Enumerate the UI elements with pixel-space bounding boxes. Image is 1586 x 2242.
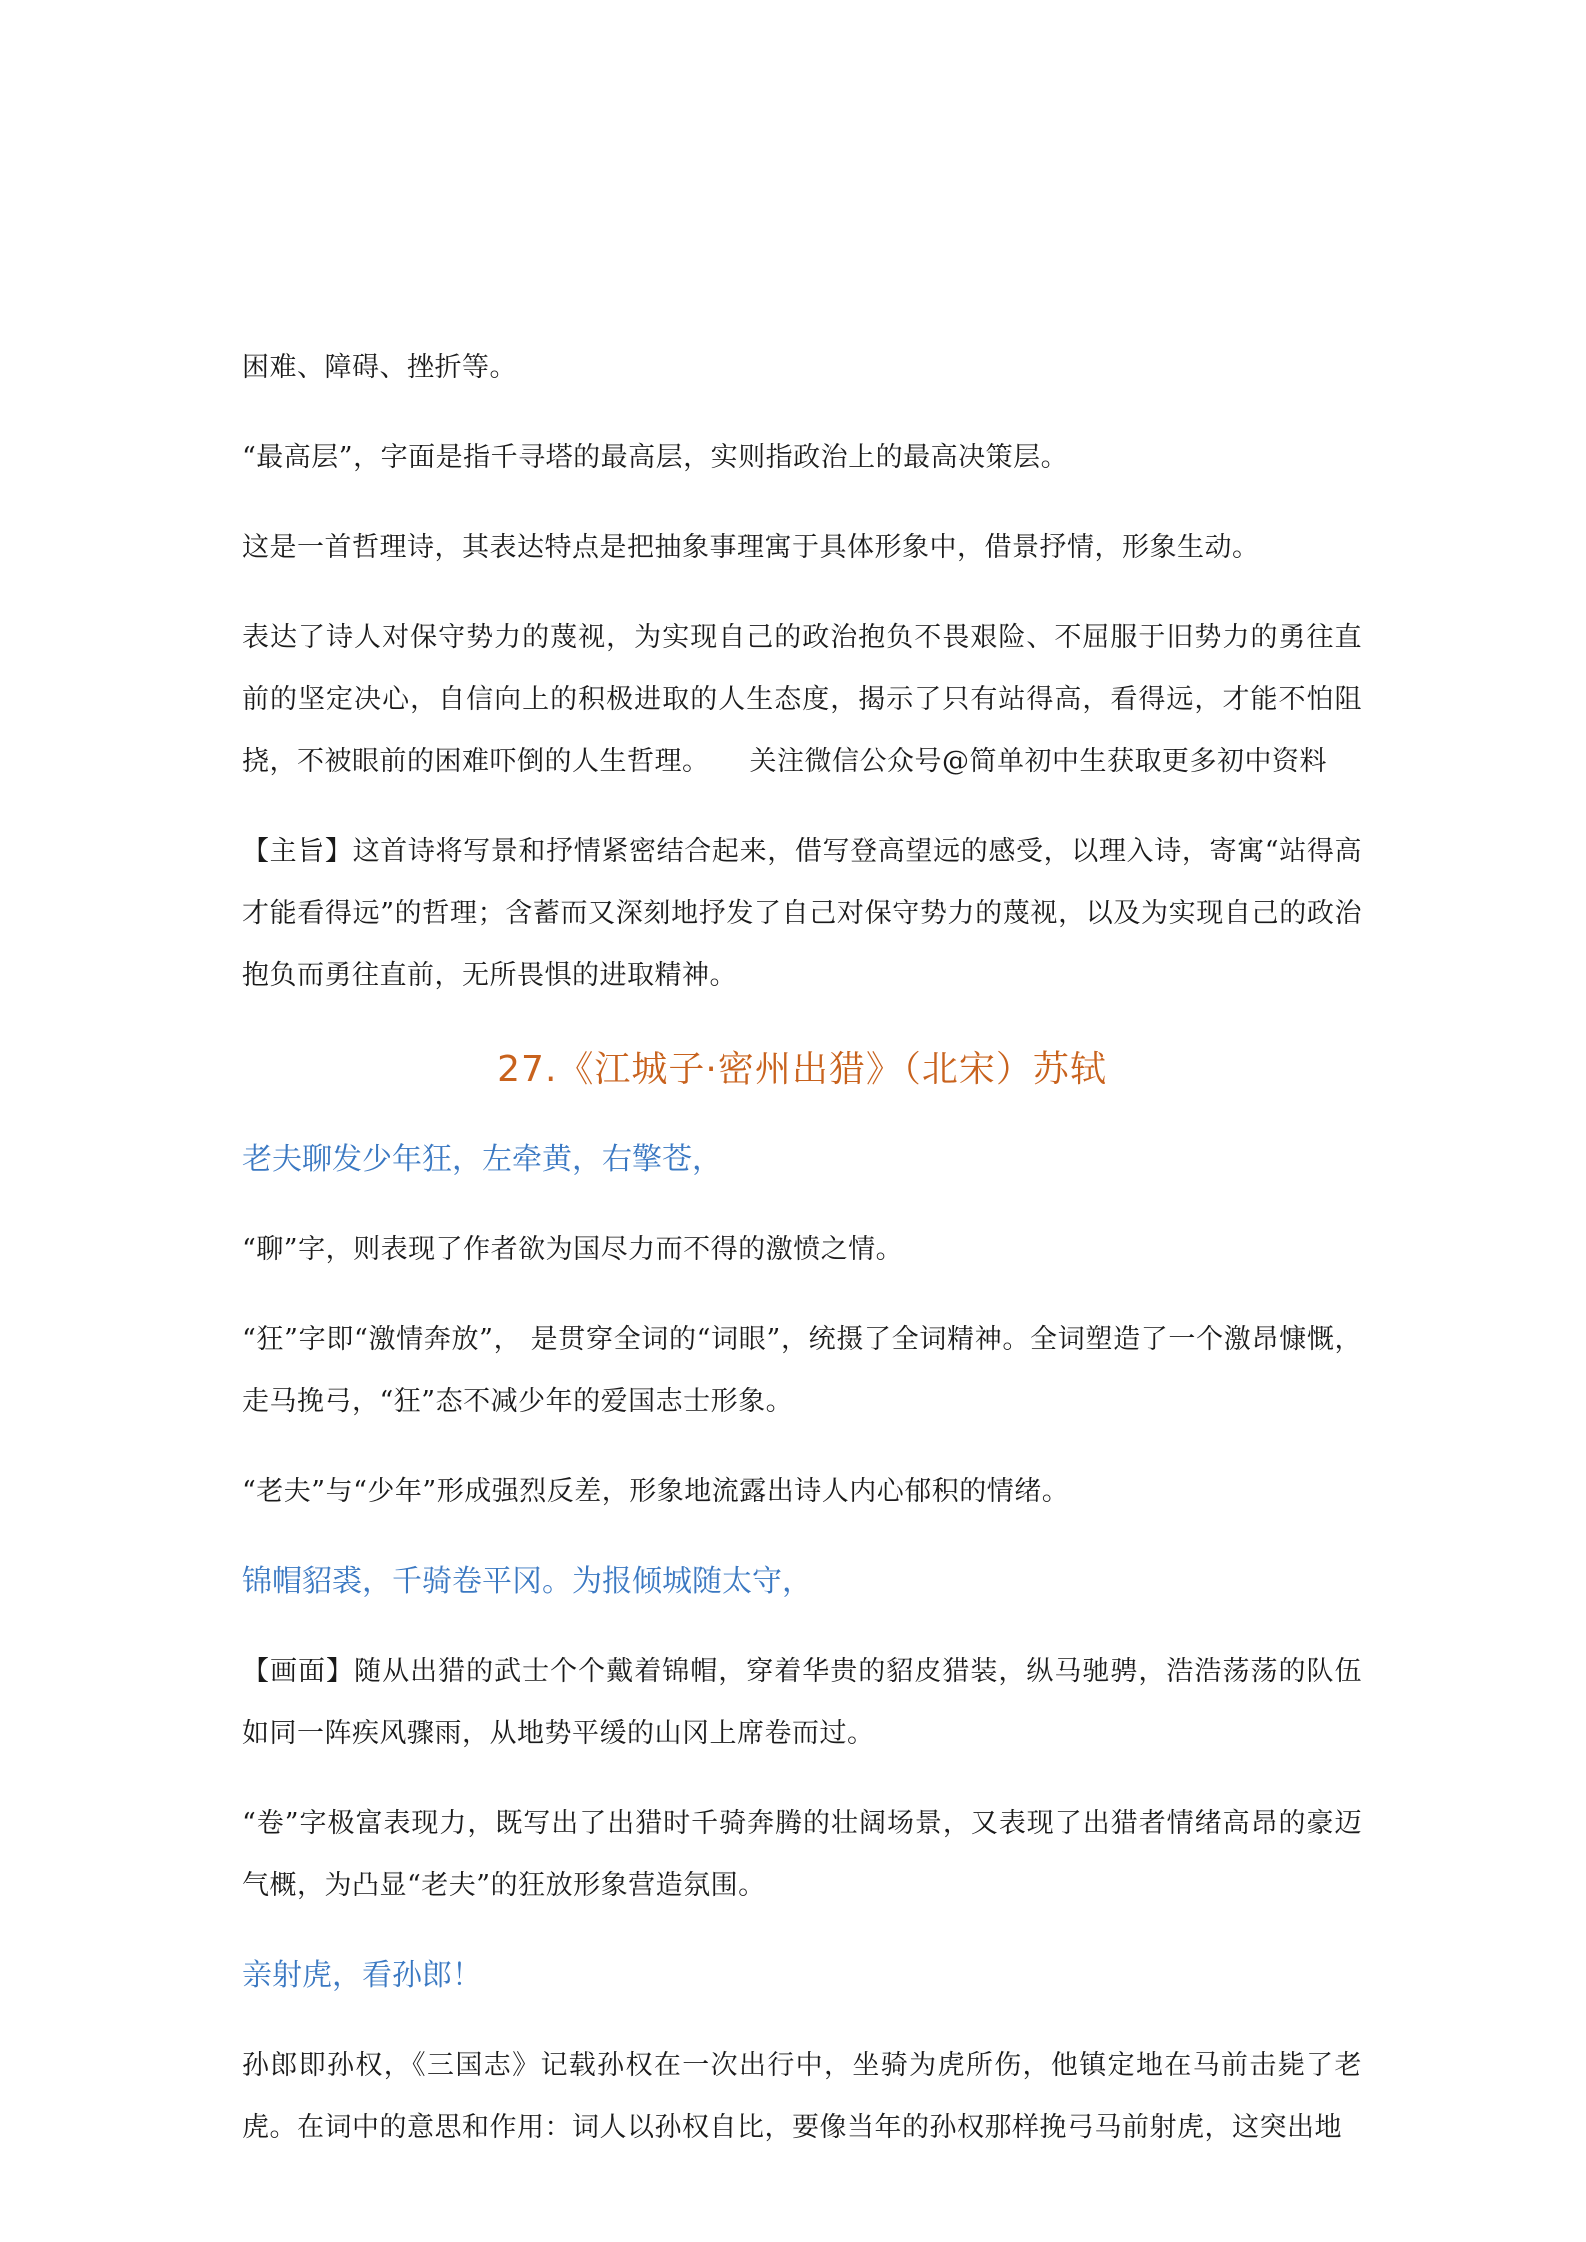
section-title: 27.《江城子·密州出猎》（北宋）苏轼 [497,1049,1107,1090]
paragraph: “狂”字即“激情奔放”， 是贯穿全词的“词眼”，统摄了全词精神。全词塑造了一个激昂慷慨，走马挽弓，“狂”态不减少年的爱国志士形象。 [242,1324,1362,1417]
verse-line: 老夫聊发少年狂，左牵黄，右擎苍， [242,1142,722,1177]
scene-paragraph [242,1641,1362,1765]
paragraph: 这是一首哲理诗，其表达特点是把抽象事理寓于具体形象中，借景抒情，形象生动。 [242,532,1260,563]
theme-text: 这首诗将写景和抒情紧密结合起来，借写登高望远的感受，以理入诗，寄寓“站得高才能看得远”的哲理；含蓄而又深刻地抒发了自己对保守势力的蔑视，以及为实现自己的政治抱负而勇往直前，无所畏惧的进取精神。 [242,836,1362,991]
paragraph: “老夫”与“少年”形成强烈反差，形象地流露出诗人内心郁积的情绪。 [242,1476,1070,1507]
paragraph: “聊”字，则表现了作者欲为国尽力而不得的激愤之情。 [242,1234,904,1265]
theme-tag: 【主旨】 [242,836,353,867]
theme-paragraph [242,821,1362,1007]
scene-text: 随从出猎的武士个个戴着锦帽，穿着华贵的貂皮猎装，纵马驰骋，浩浩荡荡的队伍如同一阵疾风骤雨，从地势平缓的山冈上席卷而过。 [242,1656,1363,1749]
paragraph: “最高层”，字面是指千寻塔的最高层，实则指政治上的最高决策层。 [242,442,1069,473]
paragraph: 孙郎即孙权，《三国志》记载孙权在一次出行中，坐骑为虎所伤，他镇定地在马前击毙了老虎。在词中的意思和作用：词人以孙权自比，要像当年的孙权那样挽弓马前射虎，这突出地 [242,2050,1362,2143]
verse-line: 亲射虎，看孙郎！ [242,1958,482,1993]
promo-note: 关注微信公众号@简单初中生获取更多初中资料 [749,746,1327,777]
paragraph: “卷”字极富表现力，既写出了出猎时千骑奔腾的壮阔场景，又表现了出猎者情绪高昂的豪迈气概，为凸显“老夫”的狂放形象营造氛围。 [242,1808,1362,1901]
verse-line: 锦帽貂裘，千骑卷平冈。为报倾城随太守， [242,1564,812,1599]
paragraph [242,607,1362,793]
paragraph: 困难、障碍、挫折等。 [242,352,517,383]
document-body [242,337,1362,2159]
scene-tag: 【画面】 [242,1656,355,1687]
paragraph-text: 表达了诗人对保守势力的蔑视，为实现自己的政治抱负不畏艰险、不屈服于旧势力的勇往直前的坚定决心，自信向上的积极进取的人生态度，揭示了只有站得高，看得远，才能不怕阻挠，不被眼前的困难吓倒的人生哲理。 [242,622,1362,777]
